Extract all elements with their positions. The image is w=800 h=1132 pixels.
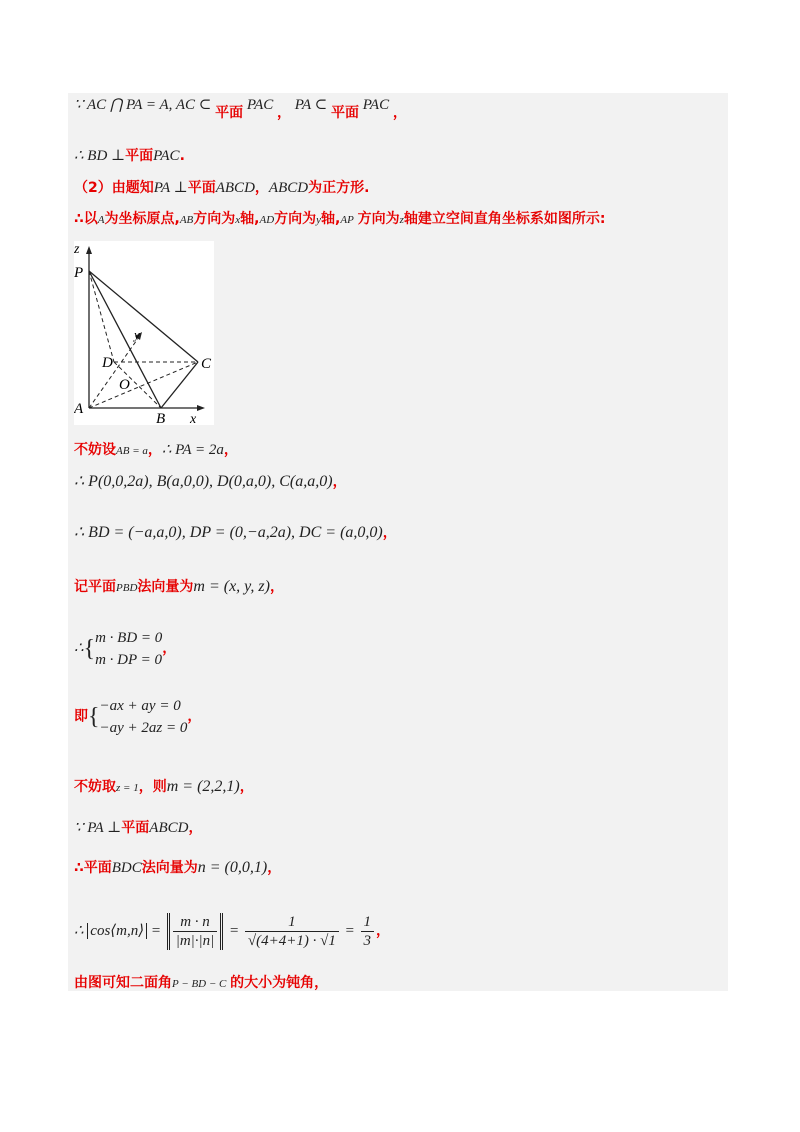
- math: m = (x, y, z): [193, 578, 270, 595]
- math: PAC: [153, 148, 180, 164]
- math: z = 1: [116, 782, 139, 794]
- red-text: ，: [277, 105, 291, 121]
- red-text: 记平面: [74, 579, 116, 595]
- label-O: O: [119, 377, 130, 393]
- red-text: 轴,: [321, 211, 341, 227]
- math: ABCD: [268, 180, 309, 196]
- equation: m · DP = 0: [95, 652, 163, 668]
- red-text: 的大小为钝角，: [230, 975, 329, 991]
- math: ∴: [74, 923, 84, 939]
- cos-abs: cos⟨m,n⟩: [87, 923, 147, 939]
- edge-PC: [89, 271, 198, 362]
- line-8: [74, 577, 284, 598]
- red-text: ，: [239, 779, 254, 795]
- math: n = (0,0,1): [197, 859, 268, 876]
- math: PA ⊥: [153, 180, 188, 196]
- red-text: 轴,: [240, 211, 260, 227]
- math: AD: [259, 214, 275, 226]
- numerator: m · n: [173, 913, 218, 932]
- red-text: ，: [254, 180, 269, 196]
- red-text: 法向量为: [137, 579, 194, 595]
- denominator: 3: [363, 933, 371, 950]
- red-text: ∴平面: [74, 860, 112, 876]
- math: PBD: [116, 582, 138, 594]
- red-text: 由图可知二面角: [74, 975, 172, 991]
- math: m = (2,2,1): [166, 778, 240, 795]
- red-text: 即: [74, 708, 88, 725]
- red-text: ，: [147, 442, 162, 458]
- fraction-value: [245, 913, 339, 950]
- numerator: 1: [361, 913, 375, 932]
- red-text: ，: [392, 105, 407, 121]
- red-text: ，: [162, 640, 177, 657]
- line-15: [74, 973, 328, 994]
- math: =: [229, 923, 240, 939]
- x-arrow: [197, 405, 205, 411]
- edge-BC: [161, 362, 198, 408]
- math: ∴ PA = 2a: [161, 442, 224, 458]
- label-B: B: [156, 411, 166, 425]
- red-text: ，: [269, 579, 284, 595]
- line-13: [74, 858, 281, 878]
- math: AB = a: [116, 445, 148, 457]
- coordinate-figure: [74, 241, 214, 425]
- red-text: .: [179, 148, 185, 164]
- red-text: ，: [382, 525, 397, 541]
- equation-system: [100, 695, 188, 739]
- math: BDC: [111, 860, 142, 876]
- line-4: [74, 209, 605, 230]
- y-axis: [89, 337, 139, 408]
- label-C: C: [201, 356, 212, 372]
- line-3: [74, 178, 369, 198]
- equation: m · BD = 0: [95, 630, 163, 646]
- red-text: ，: [187, 708, 202, 725]
- red-text: 方向为: [274, 211, 317, 227]
- red-text: ，: [188, 820, 203, 836]
- line-12: [74, 818, 202, 838]
- denominator: |m|·|n|: [175, 933, 215, 950]
- red-text: 方向为: [357, 211, 400, 227]
- math: ∴ BD = (−a,a,0), DP = (0,−a,2a), DC = (a,0,0): [74, 524, 383, 541]
- red-text: ，: [376, 923, 390, 939]
- red-text: 为正方形.: [308, 180, 370, 196]
- line-11: [74, 777, 254, 798]
- label-y: y: [134, 327, 140, 342]
- math: y: [316, 214, 322, 226]
- red-text: ，则: [138, 779, 167, 795]
- red-text: （2）由题知: [74, 180, 154, 196]
- denominator: √(4+4+1) · √1: [247, 933, 336, 950]
- equation: −ax + ay = 0: [99, 698, 181, 714]
- math: A: [97, 214, 105, 226]
- math: x: [235, 214, 241, 226]
- math: =: [344, 923, 355, 939]
- label-z: z: [74, 242, 80, 257]
- math: ABCD: [149, 820, 189, 836]
- red-text: 法向量为: [141, 860, 198, 876]
- red-text: 为坐标原点,: [104, 211, 180, 227]
- math: PAC: [362, 97, 390, 113]
- red-text: 轴建立空间直角坐标系如图所示:: [403, 211, 606, 227]
- math: ∵ AC ⋂ PA = A, AC ⊂: [74, 97, 212, 113]
- math: ∴ BD ⊥: [74, 148, 126, 164]
- red-text: ∴以: [74, 211, 98, 227]
- z-arrow: [86, 246, 92, 254]
- math: ABCD: [215, 180, 255, 196]
- line-14: [74, 912, 390, 950]
- math: =: [150, 923, 161, 939]
- red-text: 方向为: [193, 211, 236, 227]
- line-2: [74, 146, 185, 166]
- edge-PD: [89, 271, 114, 362]
- math: AP: [340, 214, 354, 226]
- red-text: 不妨取: [74, 779, 116, 795]
- left-brace: {: [88, 704, 100, 730]
- red-text: ，: [223, 442, 238, 458]
- line-7: [74, 523, 397, 543]
- line-1: [74, 95, 407, 121]
- label-P: P: [74, 265, 84, 281]
- math: z: [399, 214, 404, 226]
- math: P − BD − C: [172, 978, 227, 990]
- fraction-dot-product: [167, 913, 224, 950]
- numerator: 1: [245, 913, 339, 932]
- line-10: [74, 695, 201, 739]
- red-text: 平面: [125, 148, 154, 164]
- pyramid-diagram: [74, 241, 214, 425]
- math: ∴ P(0,0,2a), B(a,0,0), D(0,a,0), C(a,a,0): [74, 473, 333, 490]
- left-brace: {: [83, 636, 96, 662]
- red-text: 平面: [187, 180, 216, 196]
- math: PA ⊂: [294, 97, 328, 113]
- red-text: 平面: [215, 105, 244, 121]
- label-A: A: [74, 401, 84, 417]
- label-x: x: [190, 412, 197, 425]
- fraction-result: [361, 913, 375, 950]
- equation: −ay + 2az = 0: [99, 720, 188, 736]
- therefore-symbol: ∴: [74, 640, 84, 657]
- red-text: ，: [267, 860, 282, 876]
- red-text: 平面: [330, 105, 359, 121]
- red-text: 不妨设: [74, 442, 116, 458]
- math: ∵ PA ⊥: [74, 820, 122, 836]
- label-D: D: [102, 355, 113, 371]
- line-5: [74, 440, 238, 461]
- math: PAC: [246, 97, 274, 113]
- red-text: 平面: [121, 820, 150, 836]
- line-6: [74, 472, 347, 492]
- equation-system: [95, 627, 162, 671]
- red-text: ，: [332, 474, 347, 490]
- line-9: [74, 627, 176, 671]
- math: AB: [179, 214, 194, 226]
